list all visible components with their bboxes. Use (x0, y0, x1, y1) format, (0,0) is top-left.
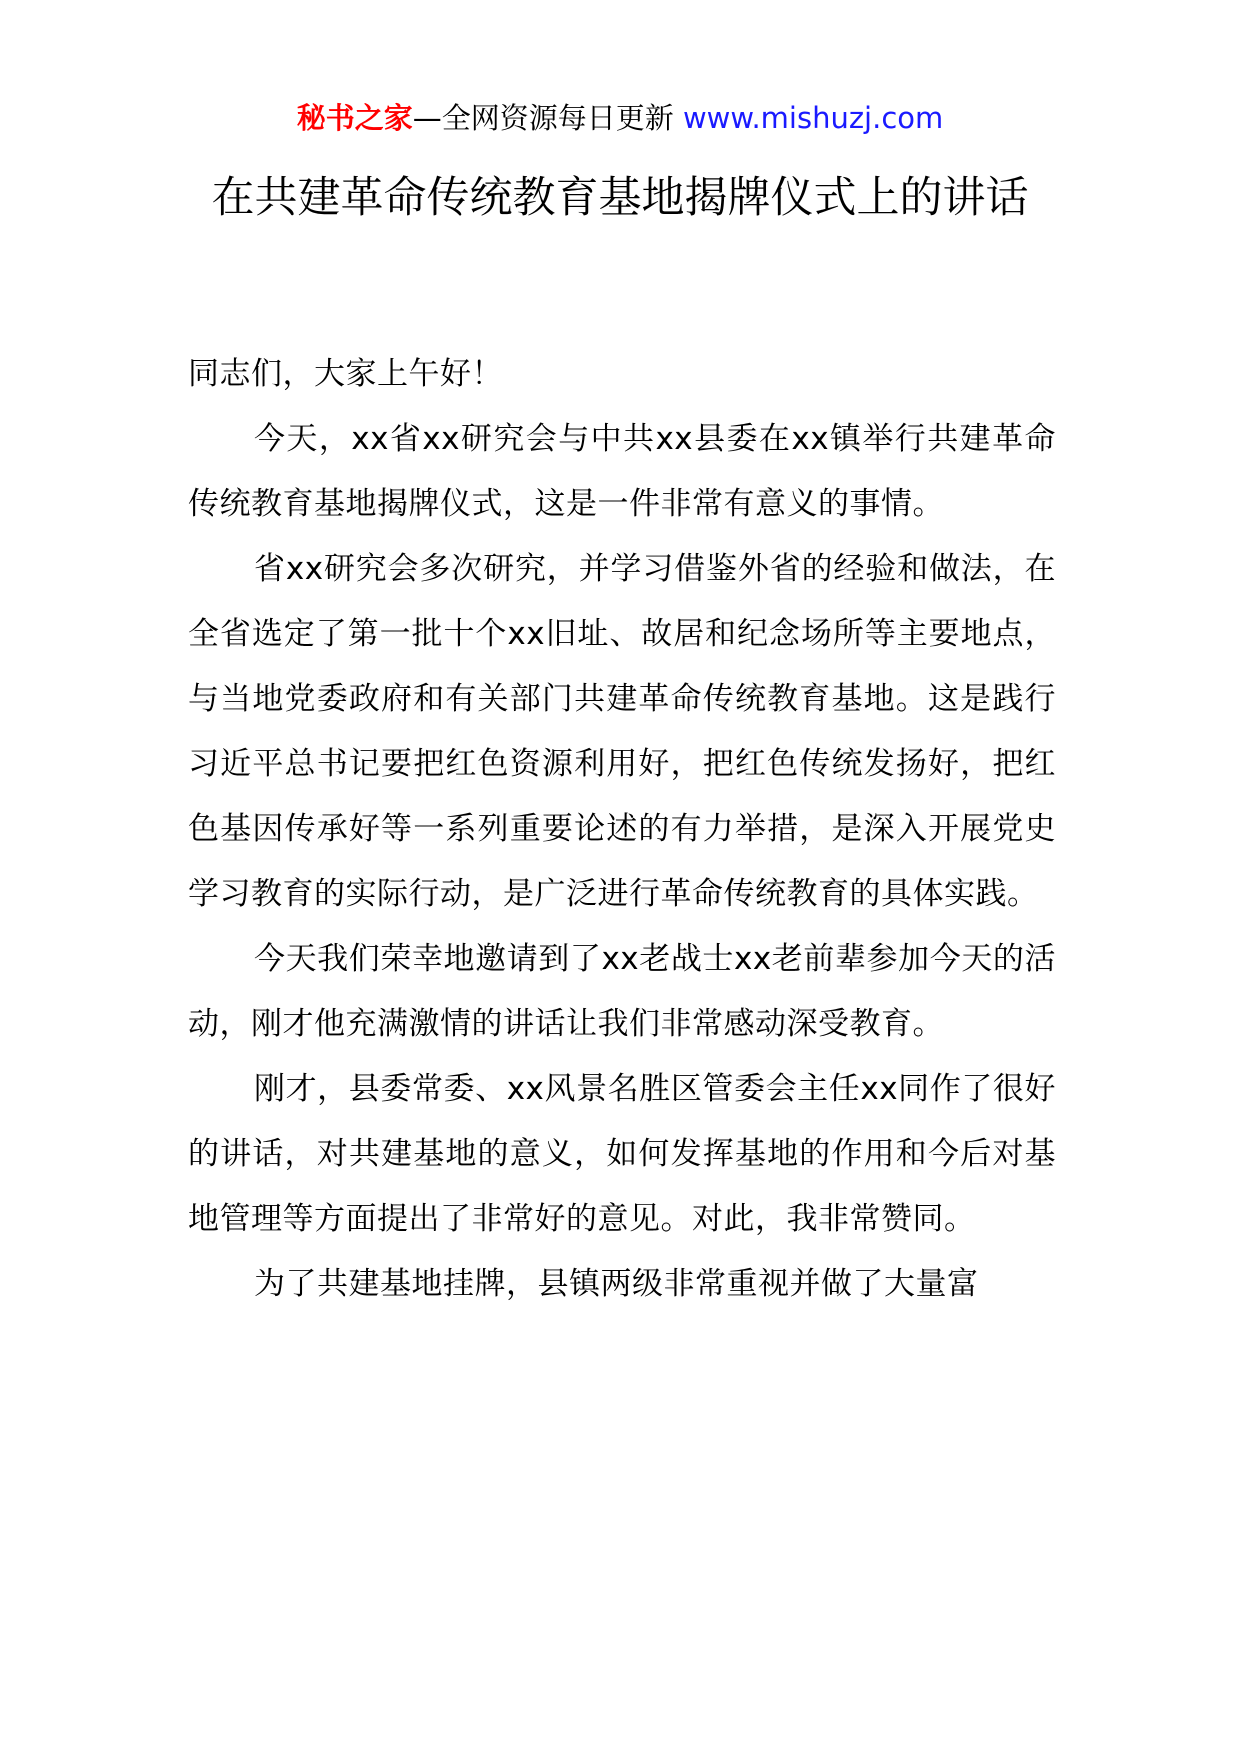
document-title: 在共建革命传统教育基地揭牌仪式上的讲话 (211, 173, 1029, 223)
brand-name: 秘书之家 (296, 101, 413, 135)
paragraph-1: 今天，xx省xx研究会与中共xx县委在xx镇举行共建革命传统教育基地揭牌仪式，这是一件非常有意义的事情。 (188, 421, 1056, 522)
document-body (188, 342, 1056, 1317)
paragraph-4: 刚才，县委常委、xx风景名胜区管委会主任xx同作了很好的讲话，对共建基地的意义，如何发挥基地的作用和今后对基地管理等方面提出了非常好的意见。对此，我非常赞同。 (188, 1071, 1056, 1237)
salutation: 同志们，大家上午好！ (188, 356, 503, 392)
header-tagline: —全网资源每日更新 (412, 101, 683, 135)
site-url-link[interactable]: www.mishuzj.com (682, 101, 944, 135)
paragraph-2: 省xx研究会多次研究，并学习借鉴外省的经验和做法，在全省选定了第一批十个xx旧址、故居和纪念场所等主要地点，与当地党委政府和有关部门共建革命传统教育基地。这是践行习近平总书记要把红色资源利用好，把红色传统发扬好，把红色基因传承好等一系列重要论述的有力举措，是深入开展党史学习教育的实际行动，是广泛进行革命传统教育的具体实践。 (188, 551, 1056, 912)
watermark-header (0, 98, 1240, 138)
paragraph-5: 为了共建基地挂牌，县镇两级非常重视并做了大量富 (254, 1266, 979, 1302)
paragraph-3: 今天我们荣幸地邀请到了xx老战士xx老前辈参加今天的活动，刚才他充满激情的讲话让我们非常感动深受教育。 (188, 941, 1056, 1042)
